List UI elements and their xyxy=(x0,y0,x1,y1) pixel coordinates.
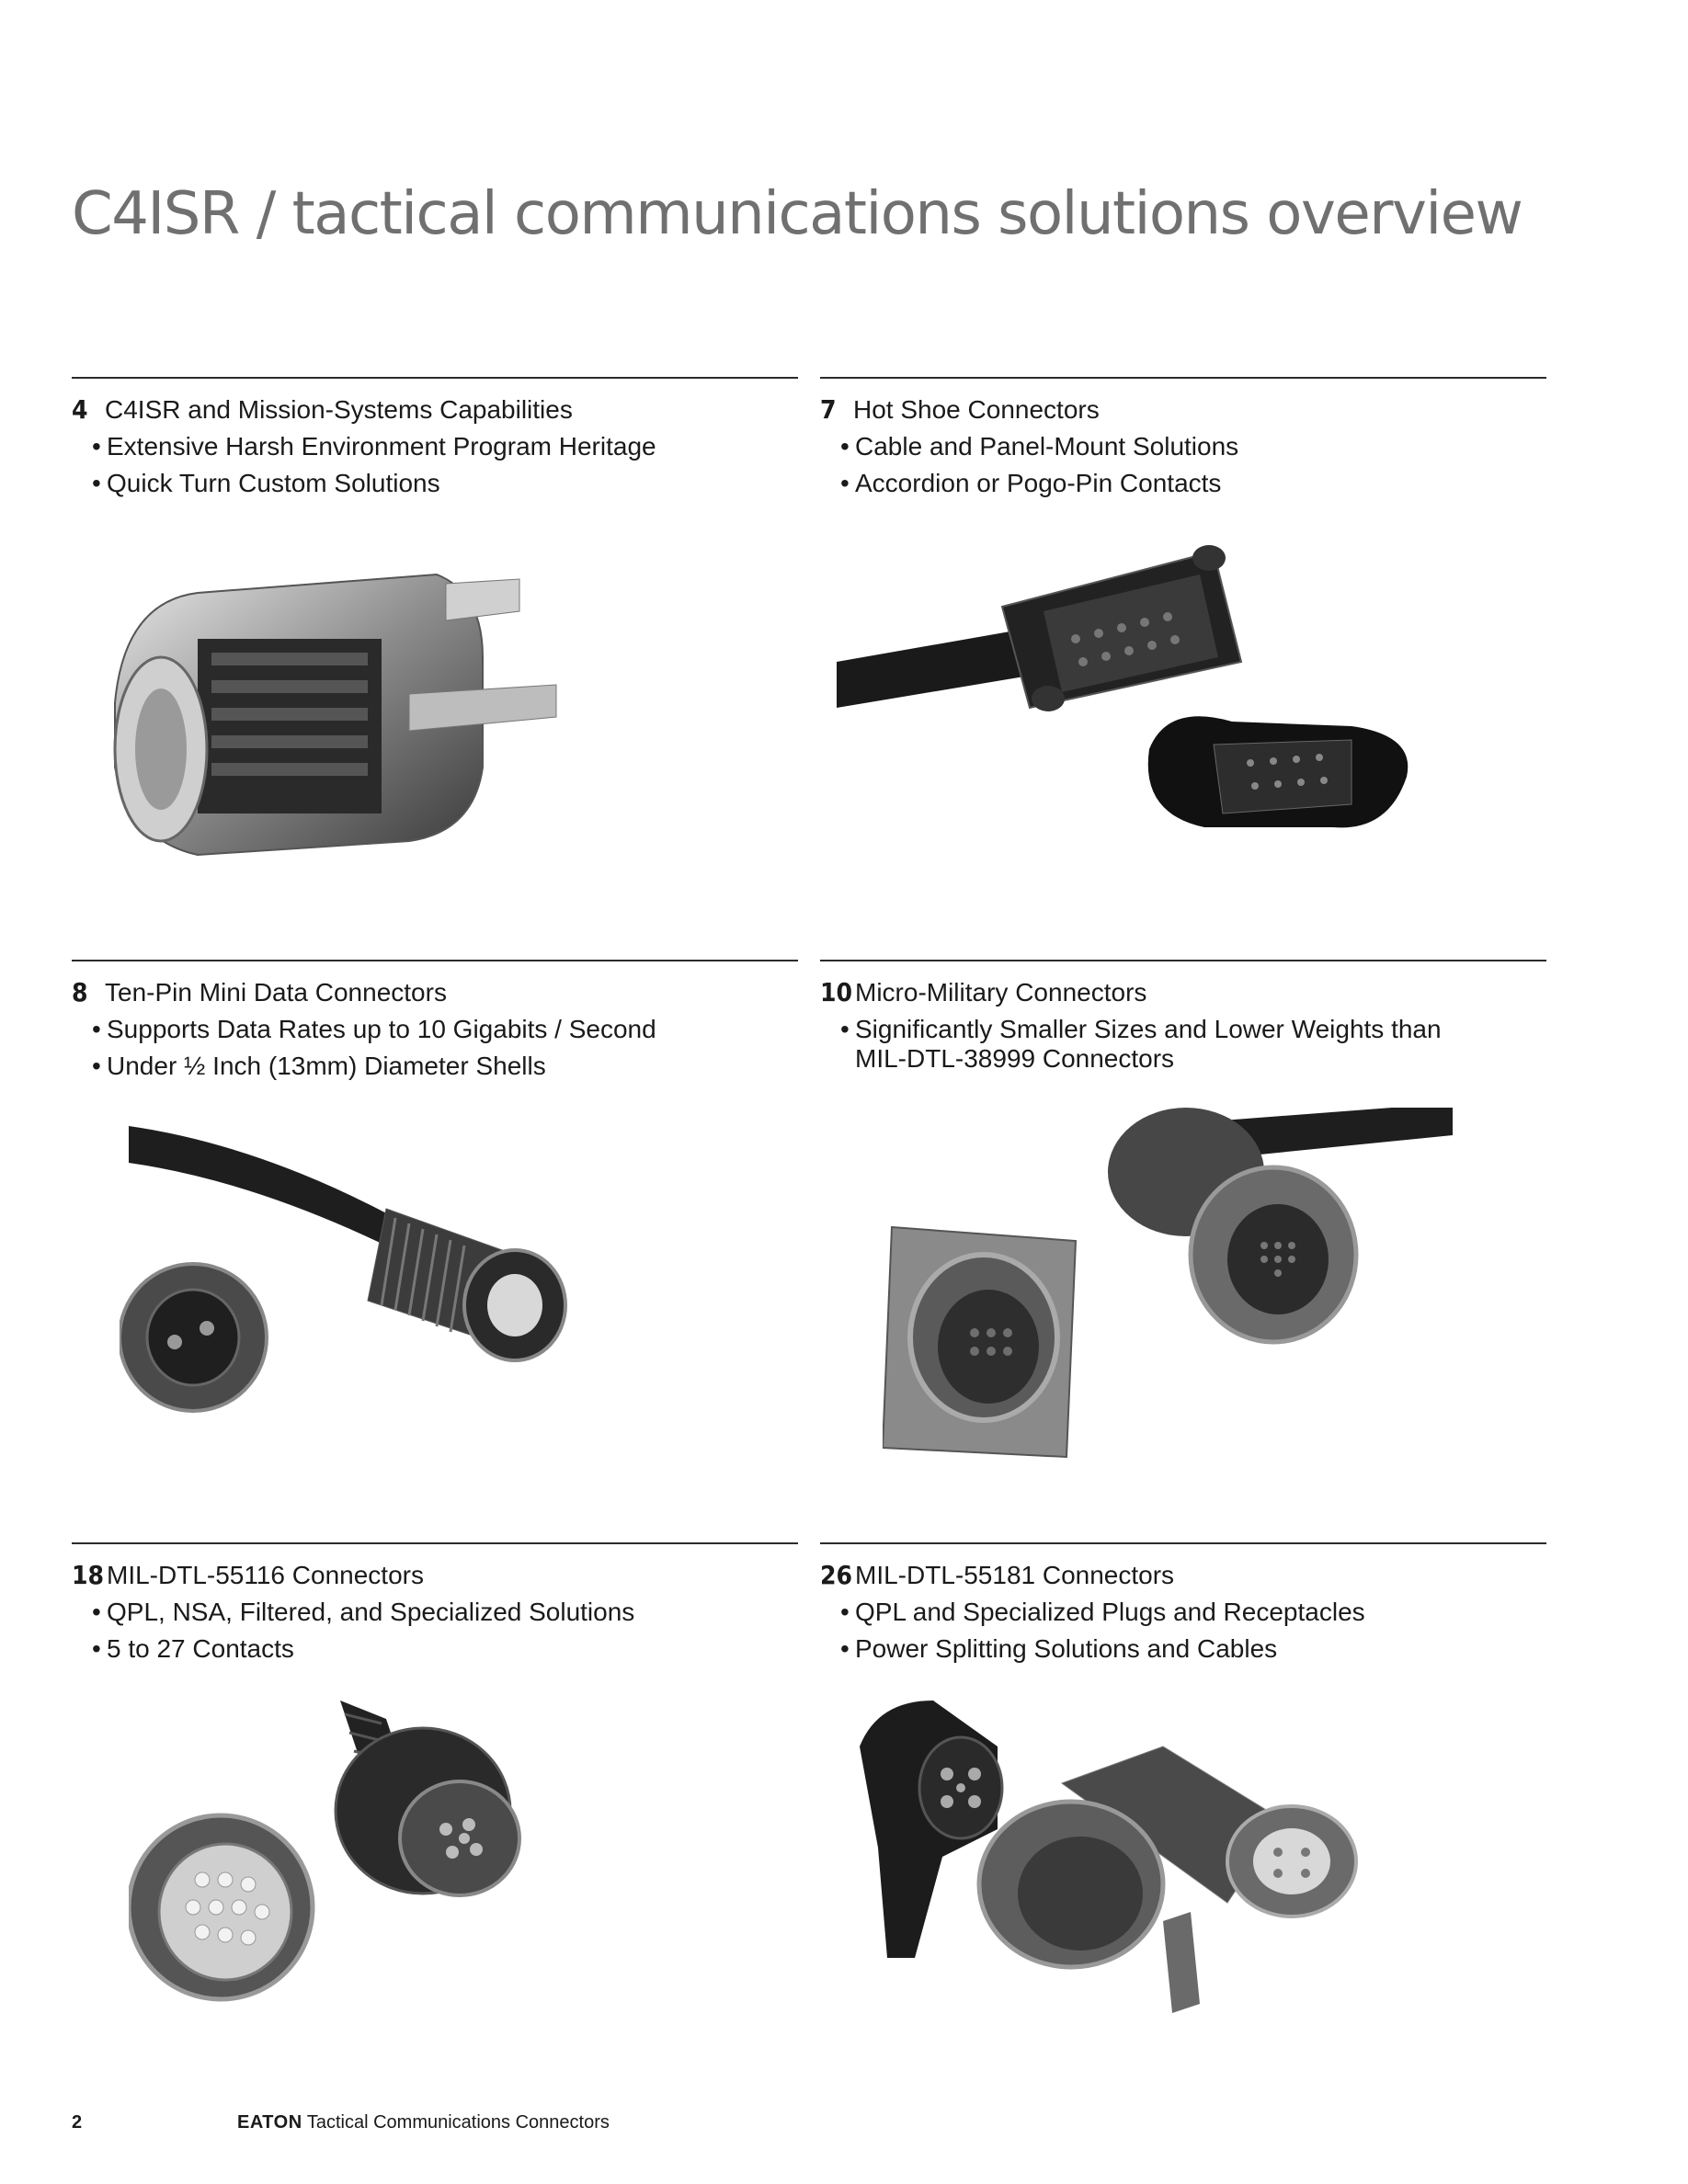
bullet-item: • Supports Data Rates up to 10 Gigabits / Second xyxy=(92,1015,656,1043)
section-heading: MIL-DTL-55181 Connectors xyxy=(855,1561,1175,1589)
bullet-item: • QPL, NSA, Filtered, and Specialized Solutions xyxy=(92,1598,635,1626)
section-mil-dtl-55116 xyxy=(72,1542,798,1667)
section-divider xyxy=(72,1542,798,1544)
bullet-item: • 5 to 27 Contacts xyxy=(92,1634,294,1663)
page-ref-number: 10 xyxy=(820,977,853,1007)
section-mil-dtl-55181 xyxy=(820,1542,1546,1667)
bullet-list xyxy=(820,428,1546,502)
section-divider xyxy=(72,960,798,961)
bullet-list xyxy=(72,1011,798,1085)
bullet-item: • Cable and Panel-Mount Solutions xyxy=(840,432,1239,461)
bullet-list xyxy=(72,1594,798,1667)
bullet-item: • Accordion or Pogo-Pin Contacts xyxy=(840,469,1222,497)
section-c4isr-capabilities xyxy=(72,377,798,502)
bullet-list xyxy=(72,428,798,502)
page-footer xyxy=(72,2112,610,2133)
section-divider xyxy=(820,377,1546,379)
mil-dtl-55181-connector-photo xyxy=(860,1691,1393,2041)
ten-pin-mini-data-connector-photo xyxy=(120,1117,644,1429)
cutaway-connector-photo xyxy=(97,538,575,869)
footer-text: Tactical Communications Connectors xyxy=(306,2112,610,2133)
section-divider xyxy=(820,960,1546,961)
bullet-item: • Power Splitting Solutions and Cables xyxy=(840,1634,1278,1663)
page-ref-number: 18 xyxy=(72,1560,105,1590)
page-ref-number: 7 xyxy=(820,394,837,425)
section-hot-shoe-connectors xyxy=(820,377,1546,502)
brand-name: EATON xyxy=(237,2112,302,2133)
bullet-item: • QPL and Specialized Plugs and Receptacles xyxy=(840,1598,1365,1626)
bullet-list xyxy=(820,1594,1546,1667)
page-ref-number: 8 xyxy=(72,977,88,1007)
section-divider xyxy=(820,1542,1546,1544)
section-micro-military xyxy=(820,960,1546,1074)
section-ten-pin-mini-data xyxy=(72,960,798,1085)
bullet-list xyxy=(820,1011,1546,1074)
bullet-item: • Extensive Harsh Environment Program Heritage xyxy=(92,432,656,461)
page-title: C4ISR / tactical communications solutions overview xyxy=(72,180,1523,248)
section-heading: C4ISR and Mission-Systems Capabilities xyxy=(105,395,573,424)
section-heading: Ten-Pin Mini Data Connectors xyxy=(105,978,447,1007)
section-divider xyxy=(72,377,798,379)
page-ref-number: 4 xyxy=(72,394,88,425)
mil-dtl-55116-connector-photo xyxy=(129,1691,579,2004)
bullet-item: • Significantly Smaller Sizes and Lower Weights than MIL-DTL-38999 Connectors xyxy=(840,1015,1442,1073)
hot-shoe-connector-photo xyxy=(837,538,1425,869)
section-heading: Hot Shoe Connectors xyxy=(853,395,1100,424)
page-number: 2 xyxy=(72,2112,83,2133)
page-ref-number: 26 xyxy=(820,1560,853,1590)
section-heading: Micro-Military Connectors xyxy=(855,978,1147,1007)
bullet-item: • Under ½ Inch (13mm) Diameter Shells xyxy=(92,1052,546,1080)
bullet-item: • Quick Turn Custom Solutions xyxy=(92,469,440,497)
micro-military-connector-photo xyxy=(883,1108,1453,1475)
section-heading: MIL-DTL-55116 Connectors xyxy=(107,1561,424,1589)
